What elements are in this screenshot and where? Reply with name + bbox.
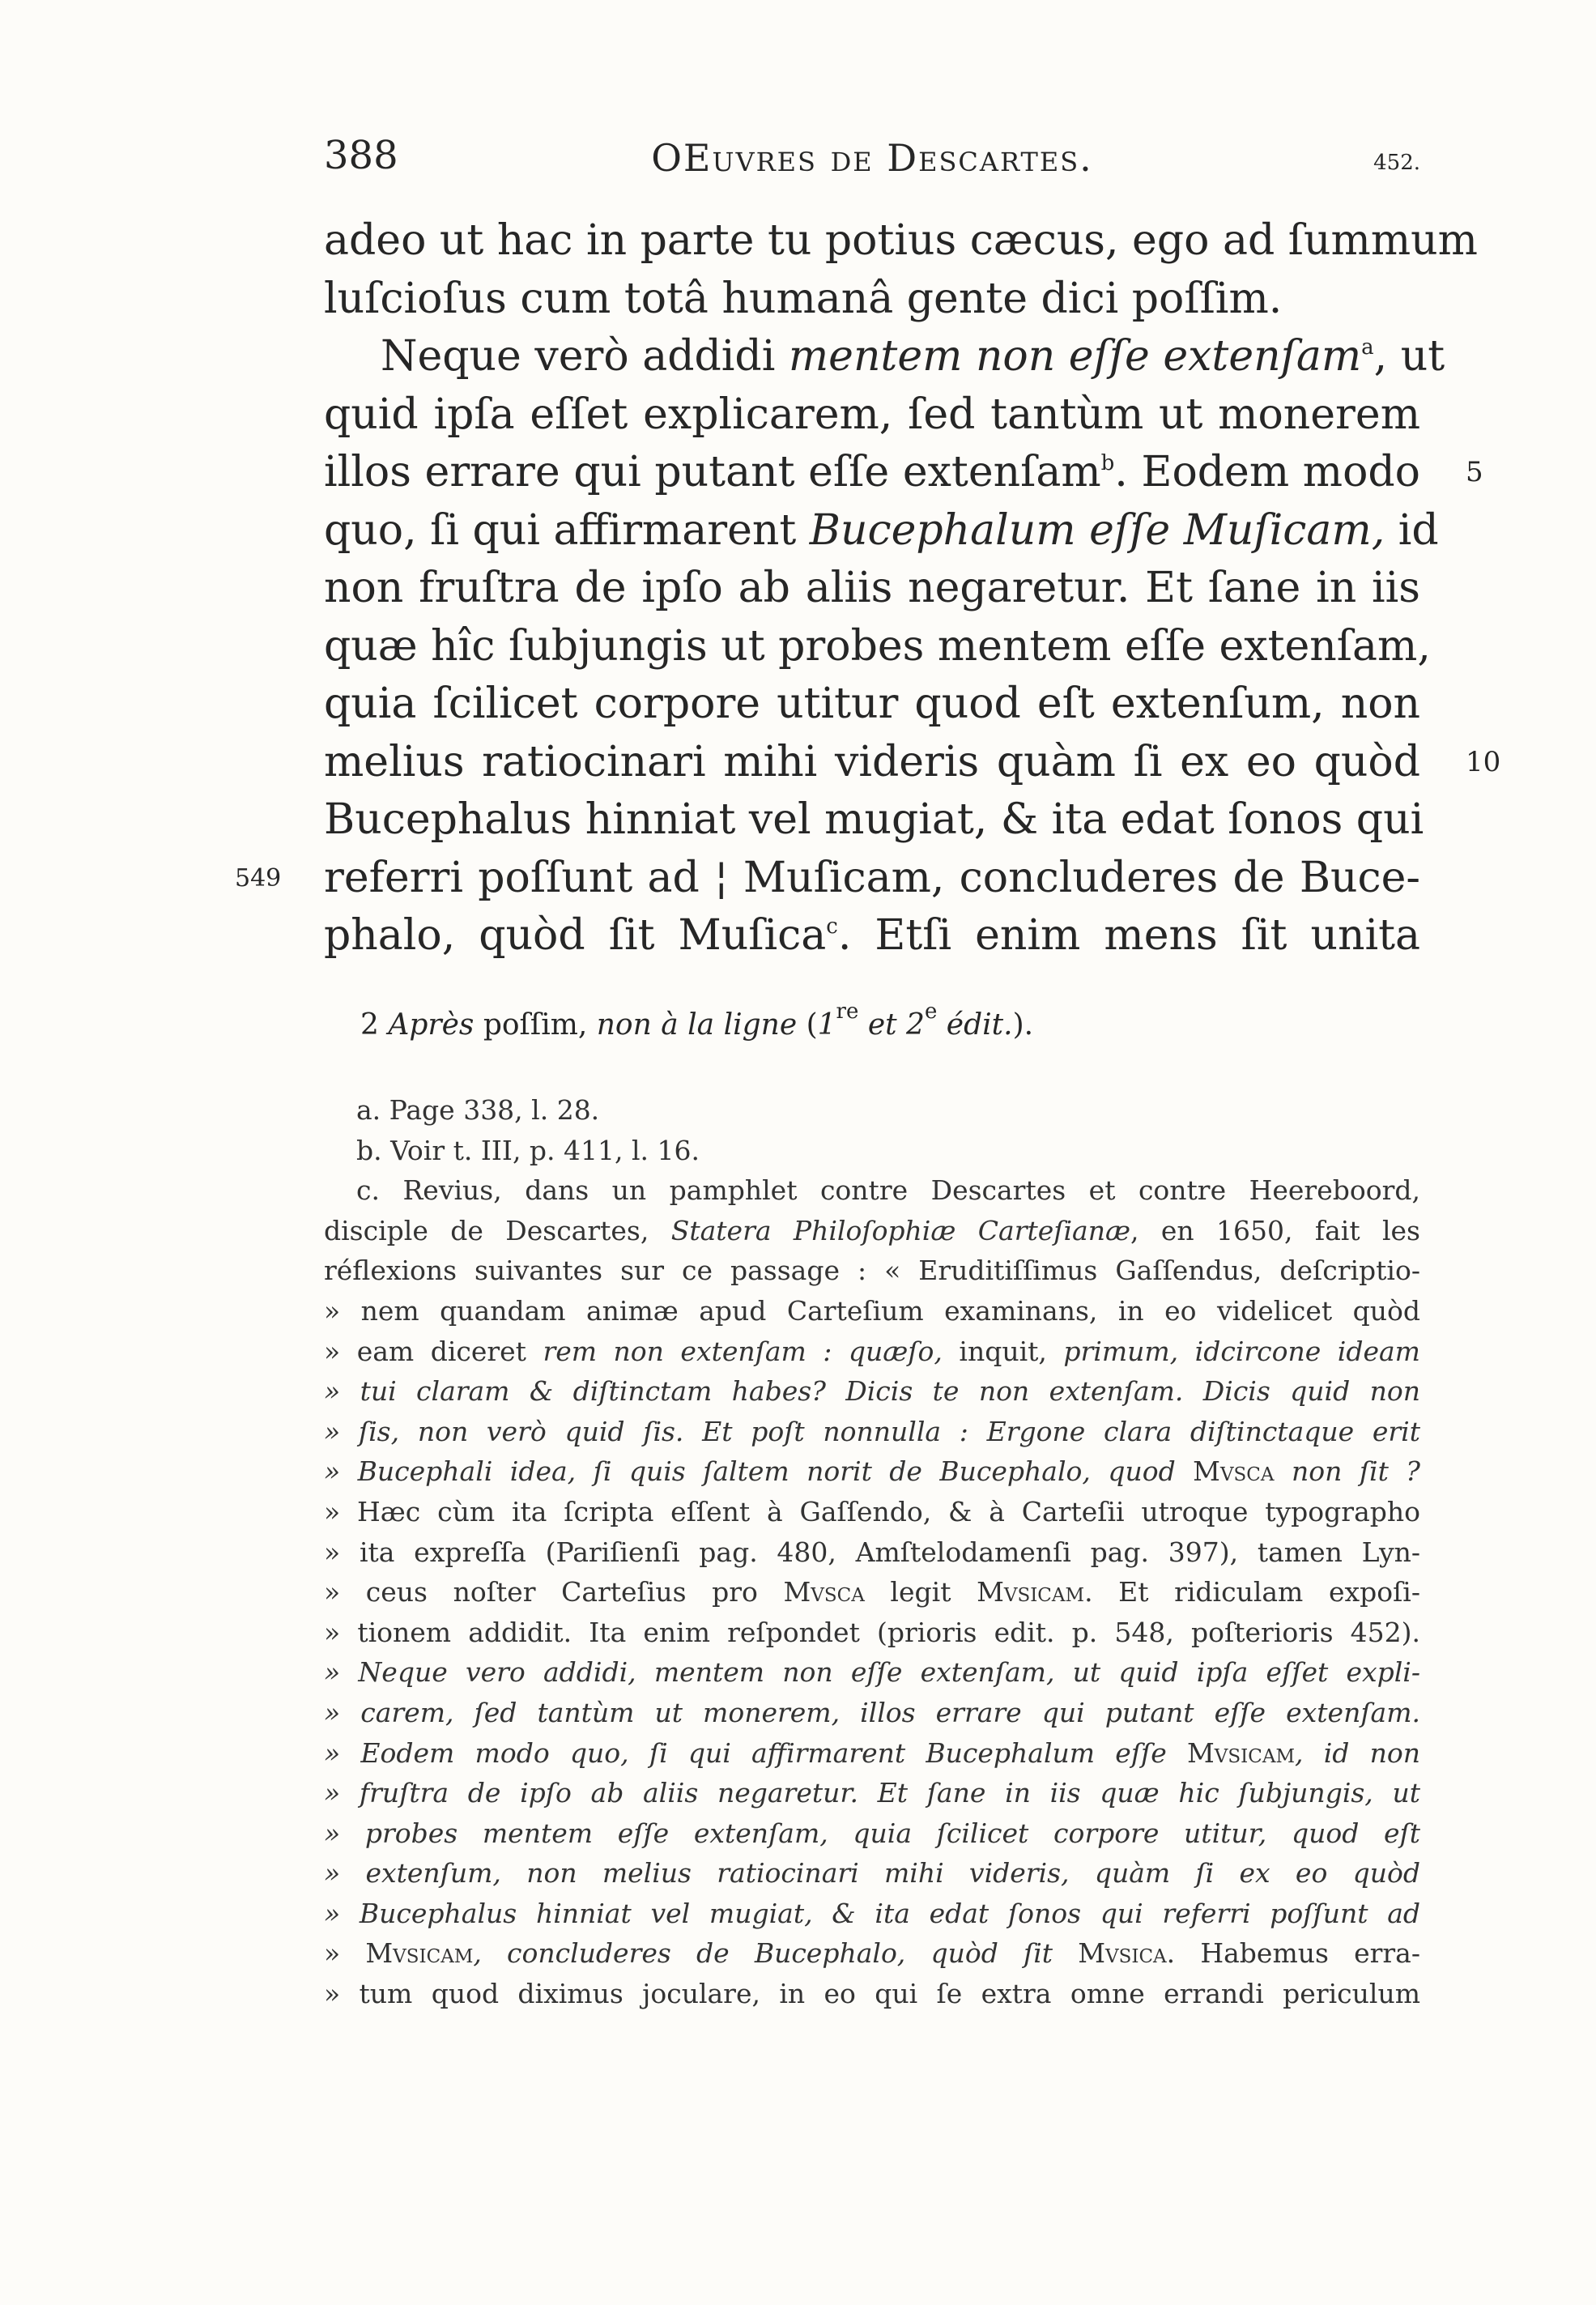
footnote-line: » nem quandam animæ apud Carteſium examinans, in eo videlicet quòd — [324, 1294, 1420, 1327]
footnote-line: » Hæc cùm ita ſcripta eſſent à Gaſſendo, & à Carteſii utroque typographo — [324, 1495, 1420, 1527]
line-number-5: 5 — [1466, 456, 1483, 488]
page-number: 388 — [324, 133, 398, 178]
footnote-line: » ceus noſter Carteſius pro Mvsca legit Mvsicam. Et ridiculam expoſi- — [324, 1576, 1420, 1608]
footnote-line: » probes mentem eſſe extenſam, quia ſcilicet corpore utitur, quod eſt — [324, 1817, 1420, 1849]
text-line: quia ſcilicet corpore utitur quod eſt extenſum, non — [324, 680, 1420, 728]
footnote-line: » carem, ſed tantùm ut monerem, illos errare qui putant eſſe extenſam. — [324, 1696, 1420, 1728]
text-line: adeo ut hac in parte tu potius cæcus, ego ad ſummum — [324, 216, 1478, 265]
footnote-c: c. Revius, dans un pamphlet contre Descartes et contre Heereboord, — [356, 1174, 1420, 1207]
text-line: quæ hîc ſubjungis ut probes mentem eſſe extenſam, — [324, 621, 1431, 671]
main-text — [235, 212, 1501, 965]
text-line: quo, ſi qui affirmarent Bucephalum eſſe Muſicam, id — [324, 505, 1439, 555]
footnote-line: » Eodem modo quo, ſi qui affirmarent Bucephalum eſſe Mvsicam, id non — [324, 1736, 1420, 1769]
footnote-line: » Bucephali idea, ſi quis ſaltem norit de Bucephalo, quod Mvsca non ſit ? — [324, 1455, 1420, 1488]
footnote-line: » ita expreſſa (Pariſienſi pag. 480, Amſtelodamenſi pag. 397), tamen Lyn- — [324, 1536, 1420, 1568]
original-page-marker: 549 — [235, 863, 282, 893]
note-ref-b: b — [1100, 451, 1115, 475]
footnote-line: » tum quod diximus joculare, in eo qui ſe extra omne errandi periculum — [324, 1978, 1420, 2010]
footnote-line: » Mvsicam, concluderes de Bucephalo, quòd ſit Mvsica. Habemus erra- — [324, 1937, 1420, 1970]
footnote-b: b. Voir t. III, p. 411, l. 16. — [356, 1134, 700, 1166]
original-page-reference: 452. — [1373, 151, 1420, 175]
text-line: illos errare qui putant eſſe extenſam$^b$. Eodem modo 5 — [324, 444, 1420, 502]
italic-phrase: Bucephalum eſſe Muſicam, — [809, 505, 1385, 555]
page-header — [324, 133, 1420, 190]
text-line: Bucephalus hinniat vel mugiat, & ita edat ſonos qui — [324, 795, 1424, 844]
text-line: 549 referri poſſunt ad ¦ Muſicam, concluderes de Buce- — [324, 850, 1420, 908]
line-number-10: 10 — [1466, 745, 1501, 778]
running-title: OEuvres de Descartes. — [651, 136, 1093, 180]
footnote-line: réflexions suivantes sur ce passage : « Eruditiſſimus Gaſſendus, deſcriptio- — [324, 1255, 1420, 1287]
text-line: luſcioſus cum totâ humanâ gente dici poſſim. — [324, 274, 1283, 323]
footnote-line: » ſis, non verò quid ſis. Et poſt nonnulla : Ergone clara diſtinctaque erit — [324, 1415, 1420, 1447]
footnote-line: » tui claram & diſtinctam habes? Dicis te non extenſam. Dicis quid non — [324, 1375, 1420, 1408]
text-line: quid ipſa eſſet explicarem, ſed tantùm ut monerem — [324, 390, 1420, 439]
footnote-a: a. Page 338, l. 28. — [356, 1094, 600, 1126]
note-ref-a: a — [1361, 335, 1374, 360]
note-ref-c: c — [826, 914, 838, 939]
text-line: melius ratiocinari mihi videris quàm ſi ex eo quòd 10 — [324, 734, 1420, 792]
text-line: non fruſtra de ipſo ab aliis negaretur. Et ſane in iis — [324, 564, 1420, 612]
text-line: phalo, quòd ſit Muſica$^c$. Etſi enim mens ſit unita — [324, 911, 1421, 960]
footnote-line: disciple de Descartes, Statera Philoſophiæ Carteſianæ, en 1650, fait les — [324, 1214, 1420, 1246]
italic-phrase: mentem non eſſe extenſam — [788, 332, 1362, 381]
footnote-line: » tionem addidit. Ita enim reſpondet (prioris edit. p. 548, poſterioris 452). — [324, 1616, 1420, 1648]
text-line: Neque verò addidi mentem non eſſe extenſam$^a$, ut — [381, 332, 1445, 381]
footnote-line: » Neque vero addidi, mentem non eſſe extenſam, ut quid ipſa eſſet expli- — [324, 1656, 1420, 1689]
footnote-line: » fruſtra de ipſo ab aliis negaretur. Et ſane in iis quæ hic ſubjungis, ut — [324, 1777, 1420, 1809]
variant-note: 2 Après poſſim, non à la ligne (1re et 2e édit.). — [360, 999, 1034, 1042]
footnote-line: » extenſum, non melius ratiocinari mihi videris, quàm ſi ex eo quòd — [324, 1857, 1420, 1890]
footnotes — [324, 1090, 1420, 2014]
footnote-line: » eam diceret rem non extenſam : quæſo, inquit, primum, idcircone ideam — [324, 1335, 1420, 1367]
footnote-line: » Bucephalus hinniat vel mugiat, & ita edat ſonos qui referri poſſunt ad — [324, 1897, 1420, 1929]
